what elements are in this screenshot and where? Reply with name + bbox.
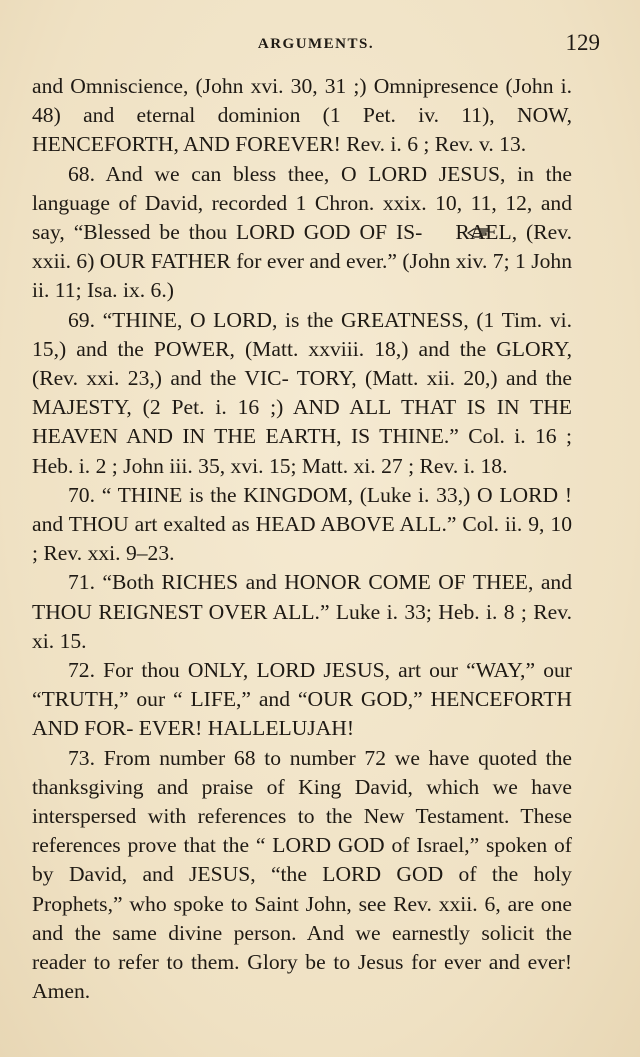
text-line: AND IN THE EARTH, IS THINE.” Col. i. 16 ; Heb. (32, 424, 572, 478)
text-line: i. 16 ;) AND ALL THAT IS IN THE HEAVEN (32, 395, 572, 449)
text-line: NOW, HENCEFORTH, AND FOREVER! Rev. i. 6 ; Rev. (32, 103, 572, 157)
text-line: 70. “ THINE is the KINGDOM, (Luke i. 33,) O (68, 482, 493, 507)
running-title: ARGUMENTS. (257, 36, 375, 52)
text-line: RAEL, (Rev. xxii. 6) OUR FATHER for ever and (32, 220, 572, 274)
text-line: the language of David, recorded 1 Chron. xxix. 10, (32, 161, 572, 215)
paragraph-71 (32, 568, 572, 656)
text-line: 71. “Both RICHES and HONOR COME OF THEE, (68, 570, 534, 595)
text-line: Tim. vi. 15,) and the POWER, (Matt. xxviii. 18,) (32, 307, 573, 361)
text-line: and the same divine person. And we earnestly (32, 920, 470, 945)
text-line: who spoke to Saint John, see Rev. xxii. 6, are one (129, 891, 572, 916)
text-line: New Testament. These references prove that the (32, 804, 572, 858)
text-line: JESUS, “the LORD GOD of the holy Prophets,” (32, 862, 572, 916)
text-line: 33; Heb. i. 8 ; Rev. xi. 15. (32, 599, 572, 653)
paragraph-72 (32, 656, 572, 744)
text-line: 11, 12, and say, “Blessed be thou LORD GOD OF IS- (32, 190, 572, 245)
text-line: “OUR GOD,” HENCEFORTH AND FOR- (32, 687, 572, 741)
text-line: solicit the reader to refer to them. Glory be to (32, 920, 572, 975)
body-text (32, 72, 572, 1007)
text-line: (John i. 48) and eternal dominion (1 Pet. iv. 11), (32, 74, 572, 128)
text-line: 68. And we can bless thee, O LORD JESUS, in (68, 161, 534, 186)
page-header (32, 30, 600, 60)
paragraph-69 (32, 306, 572, 481)
text-line: and the GLORY, (Rev. xxi. 23,) and the VIC- (32, 336, 573, 391)
paragraph-73 (32, 744, 572, 1007)
text-line: “ LORD GOD of Israel,” spoken of by David, and (32, 833, 572, 887)
text-line: “WAY,” our “TRUTH,” our “ LIFE,” and (32, 658, 572, 712)
text-line: LORD ! and THOU art exalted as HEAD ABOVE (32, 482, 573, 537)
text-line: 73. From number 68 to number 72 we have (68, 745, 470, 770)
text-line: and THOU REIGNEST OVER ALL.” Luke i. (32, 570, 572, 624)
text-line: 69. “THINE, O LORD, is the GREATNESS, (1 (68, 307, 495, 332)
text-line: EVER! HALLELUJAH! (138, 716, 355, 741)
paragraph-70 (32, 481, 572, 569)
text-line: which we have interspersed with references to the (32, 774, 572, 829)
text-line: i. 2 ; John iii. 35, xvi. 15; Matt. xi. 27 ; Rev. i. 18. (78, 453, 508, 478)
text-line: Jesus for ever and ever! Amen. (32, 950, 573, 1004)
text-line: ever.” (John xiv. 7; 1 John ii. 11; Isa. ix. 6.) (32, 249, 572, 303)
text-line: 72. For thou ONLY, LORD JESUS, art our (68, 658, 458, 683)
paragraph-68 (32, 160, 572, 306)
text-line: ALL.” Col. ii. 9, 10 ; Rev. xxi. 9–23. (32, 512, 572, 566)
paragraph-continuation (32, 72, 572, 160)
text-line: quoted the thanksgiving and praise of King David, (32, 745, 572, 799)
text-line: and Omniscience, (John xvi. 30, 31 ;) Omnipresence (32, 74, 499, 98)
text-line: v. 13. (478, 132, 527, 157)
text-line: TORY, (Matt. xii. 20,) and the MAJESTY, (2 Pet. (32, 366, 572, 420)
pointing-hand-icon (431, 219, 455, 233)
page-number: 129 (565, 30, 600, 55)
